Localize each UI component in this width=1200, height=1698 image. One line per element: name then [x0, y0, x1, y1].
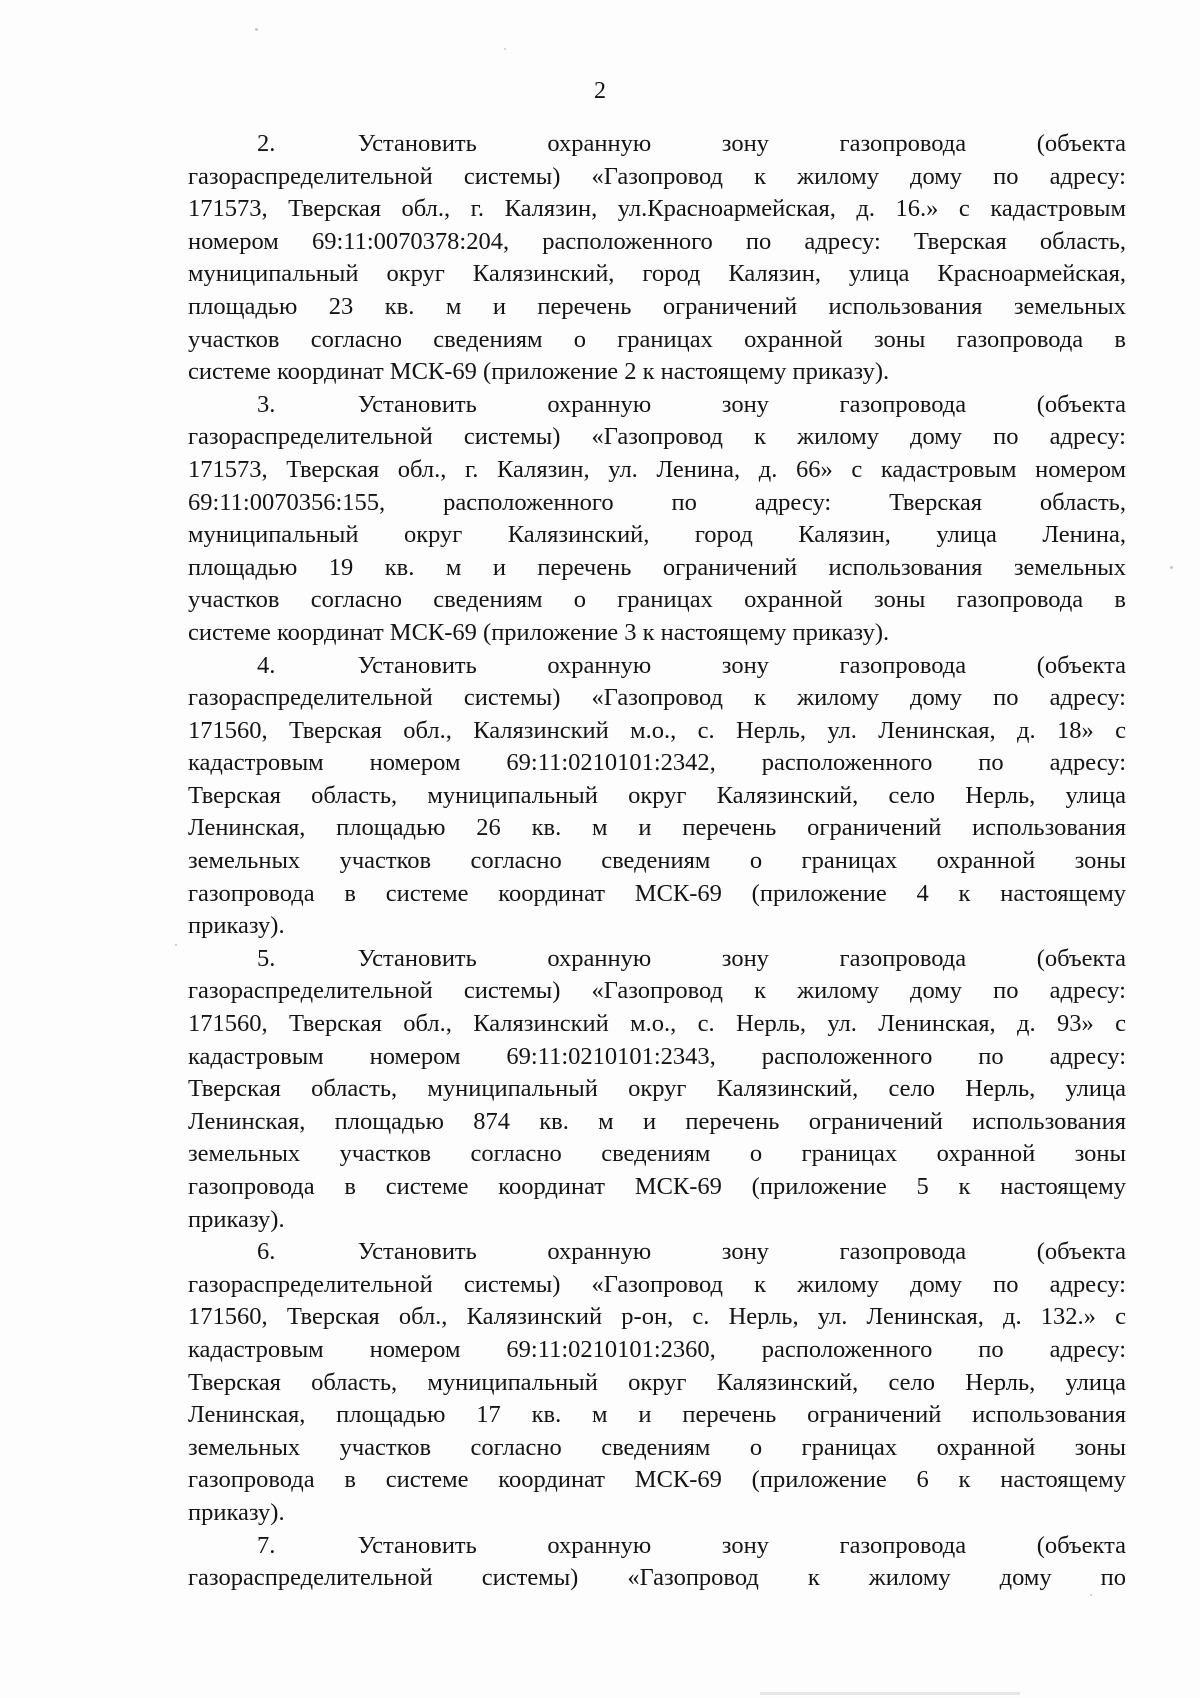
text-line: 3. Установить охранную зону газопровода (объекта — [257, 390, 1126, 418]
text-line: 171573, Тверская обл., г. Калязин, ул. Ленина, д. 66» с кадастровым номером — [188, 455, 1126, 483]
text-line: участков согласно сведениям о границах охранной зоны газопровода в — [188, 325, 1126, 353]
text-line: газопровода в системе координат МСК-69 (приложение 5 к настоящему — [188, 1173, 1126, 1200]
text-line: газораспределительной системы) «Газопровод к жилому дому по адресу: — [188, 977, 1126, 1005]
text-line: муниципальный округ Калязинский, город Калязин, улица Красноармейская, — [188, 260, 1126, 288]
text-line: кадастровым номером 69:11:0210101:2343, расположенного по адресу: — [188, 1042, 1126, 1070]
text-line: 2. Установить охранную зону газопровода (объекта — [257, 130, 1126, 157]
scan-speck — [1170, 566, 1173, 569]
text-line: системе координат МСК-69 (приложение 2 к настоящему приказу). — [188, 358, 890, 386]
paragraph-item-6 — [188, 1236, 1126, 1529]
text-line: 171560, Тверская обл., Калязинский м.о., с. Нерль, ул. Ленинская, д. 18» с — [188, 716, 1126, 744]
text-line: приказу). — [188, 1498, 285, 1526]
text-line: системе координат МСК-69 (приложение 3 к настоящему приказу). — [188, 618, 890, 646]
text-line: Тверская область, муниципальный округ Калязинский, село Нерль, улица — [188, 781, 1126, 809]
text-line: участков согласно сведениям о границах охранной зоны газопровода в — [188, 586, 1126, 614]
scan-edge-mark — [760, 1692, 1020, 1695]
text-line: 171573, Тверская обл., г. Калязин, ул.Красноармейская, д. 16.» с кадастровым — [188, 195, 1126, 223]
scan-speck — [175, 944, 177, 946]
text-line: Ленинская, площадью 874 кв. м и перечень ограничений использования — [188, 1107, 1126, 1135]
text-line: земельных участков согласно сведениям о границах охранной зоны — [188, 1433, 1126, 1461]
text-line: 171560, Тверская обл., Калязинский р-он, с. Нерль, ул. Ленинская, д. 132.» с — [188, 1303, 1126, 1331]
scan-speck — [504, 48, 506, 50]
text-line: 7. Установить охранную зону газопровода (объекта — [257, 1531, 1126, 1559]
text-line: 4. Установить охранную зону газопровода (объекта — [257, 651, 1126, 679]
paragraph-item-5 — [188, 943, 1126, 1236]
text-line: номером 69:11:0070378:204, расположенного по адресу: Тверская область, — [188, 227, 1126, 255]
text-line: земельных участков согласно сведениям о границах охранной зоны — [188, 1140, 1126, 1168]
text-line: газораспределительной системы) «Газопровод к жилому дому по адресу: — [188, 423, 1126, 451]
text-line: газораспределительной системы) «Газопровод к жилому дому по адресу: — [188, 1270, 1126, 1298]
text-line: газораспределительной системы) «Газопровод к жилому дому по — [188, 1564, 1126, 1592]
text-line: газораспределительной системы) «Газопровод к жилому дому по адресу: — [188, 162, 1126, 190]
text-line: земельных участков согласно сведениям о границах охранной зоны — [188, 847, 1126, 875]
text-line: 171560, Тверская обл., Калязинский м.о., с. Нерль, ул. Ленинская, д. 93» с — [188, 1010, 1126, 1038]
text-line: газопровода в системе координат МСК-69 (приложение 4 к настоящему — [188, 879, 1126, 907]
text-line: газопровода в системе координат МСК-69 (приложение 6 к настоящему — [188, 1466, 1126, 1494]
document-body — [188, 128, 1126, 1595]
text-line: Ленинская, площадью 26 кв. м и перечень ограничений использования — [188, 814, 1126, 842]
paragraph-item-3 — [188, 389, 1126, 650]
text-line: 69:11:0070356:155, расположенного по адресу: Тверская область, — [188, 488, 1126, 516]
text-line: кадастровым номером 69:11:0210101:2360, расположенного по адресу: — [188, 1335, 1126, 1363]
text-line: газораспределительной системы) «Газопровод к жилому дому по адресу: — [188, 684, 1126, 712]
text-line: Тверская область, муниципальный округ Калязинский, село Нерль, улица — [188, 1368, 1126, 1396]
page-number: 2 — [594, 78, 606, 104]
text-line: приказу). — [188, 1205, 285, 1233]
text-line: Ленинская, площадью 17 кв. м и перечень ограничений использования — [188, 1401, 1126, 1429]
text-line: Тверская область, муниципальный округ Калязинский, село Нерль, улица — [188, 1075, 1126, 1103]
paragraph-item-2 — [188, 128, 1126, 389]
paragraph-item-4 — [188, 650, 1126, 943]
text-line: площадью 19 кв. м и перечень ограничений использования земельных — [188, 553, 1126, 581]
text-line: муниципальный округ Калязинский, город Калязин, улица Ленина, — [188, 521, 1126, 549]
paragraph-item-7 — [188, 1530, 1126, 1595]
text-line: площадью 23 кв. м и перечень ограничений использования земельных — [188, 292, 1126, 320]
scan-speck — [255, 28, 258, 31]
scan-speck — [1090, 1594, 1092, 1596]
text-line: 5. Установить охранную зону газопровода (объекта — [257, 944, 1126, 972]
text-line: приказу). — [188, 912, 285, 940]
text-line: 6. Установить охранную зону газопровода (объекта — [257, 1238, 1126, 1266]
text-line: кадастровым номером 69:11:0210101:2342, расположенного по адресу: — [188, 749, 1126, 777]
